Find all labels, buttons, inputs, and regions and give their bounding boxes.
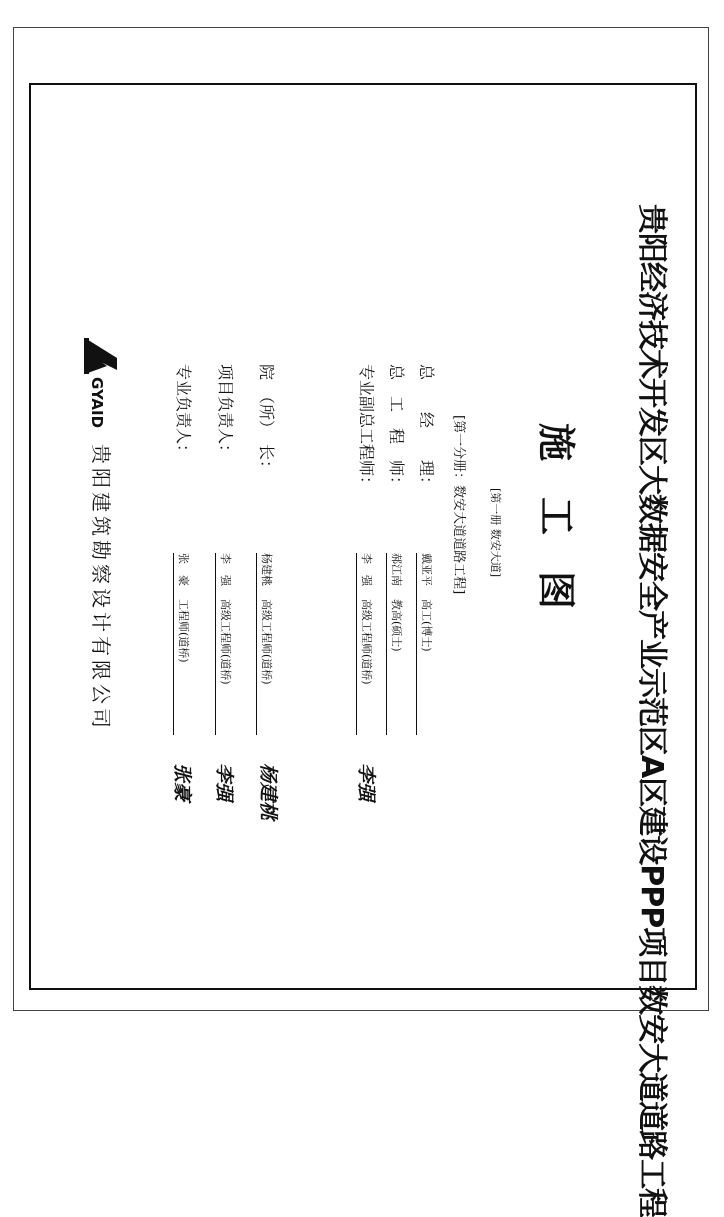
person-title: 高级工程师(道桥) — [360, 599, 373, 685]
role-label-general-manager: 总 经 理： — [417, 364, 436, 493]
volume-label: [第一册 数安大道] — [489, 488, 502, 578]
person-project-leader — [215, 553, 234, 735]
person-name: 郝江南 — [390, 553, 403, 586]
person-title: 工程师(道桥) — [177, 599, 190, 663]
role-label-discipline-leader: 专业负责人： — [174, 364, 193, 461]
cover-page-content — [29, 83, 697, 1217]
role-label-institute-director: 院 （所） 长： — [257, 364, 276, 477]
person-title: 高级工程师(道桥) — [260, 599, 273, 685]
person-deputy-chief-engineer — [356, 553, 375, 735]
role-label-deputy-chief-engineer: 专业副总工程师： — [357, 364, 376, 493]
person-title: 高级工程师(道桥) — [219, 599, 232, 685]
company-logo — [83, 336, 119, 432]
signature-project-leader: 李强 — [213, 763, 235, 802]
drawing-type-title: 施工图 — [534, 423, 579, 646]
person-name: 李 强 — [360, 553, 373, 586]
company-name: 贵阳建筑勘察设计有限公司 — [89, 444, 113, 732]
signature-institute-director: 杨建桃 — [257, 763, 279, 821]
person-name: 李 强 — [219, 553, 232, 586]
role-label-chief-engineer: 总 工 程 师： — [387, 364, 406, 493]
person-title: 教高(硕士) — [390, 599, 403, 652]
person-name: 戴亚平 — [420, 553, 433, 586]
person-institute-director — [256, 553, 275, 735]
section-label: [第一分册：数安大道道路工程] — [451, 415, 466, 595]
signature-deputy-chief-engineer: 李强 — [355, 763, 377, 802]
company-logo-text: GYAID — [88, 377, 106, 429]
project-title: 贵阳经济技术开发区大数据安全产业示范区A区建设PPP项目数安大道道路工程 — [634, 204, 669, 1217]
signature-discipline-leader: 张豪 — [171, 763, 193, 802]
person-general-manager — [416, 553, 435, 735]
person-discipline-leader — [173, 553, 192, 735]
role-label-project-leader: 项目负责人： — [216, 364, 235, 461]
person-name: 张 豪 — [177, 553, 190, 586]
person-name: 杨建桃 — [260, 553, 273, 586]
person-title: 高工(博士) — [420, 599, 433, 652]
person-chief-engineer — [386, 553, 405, 735]
